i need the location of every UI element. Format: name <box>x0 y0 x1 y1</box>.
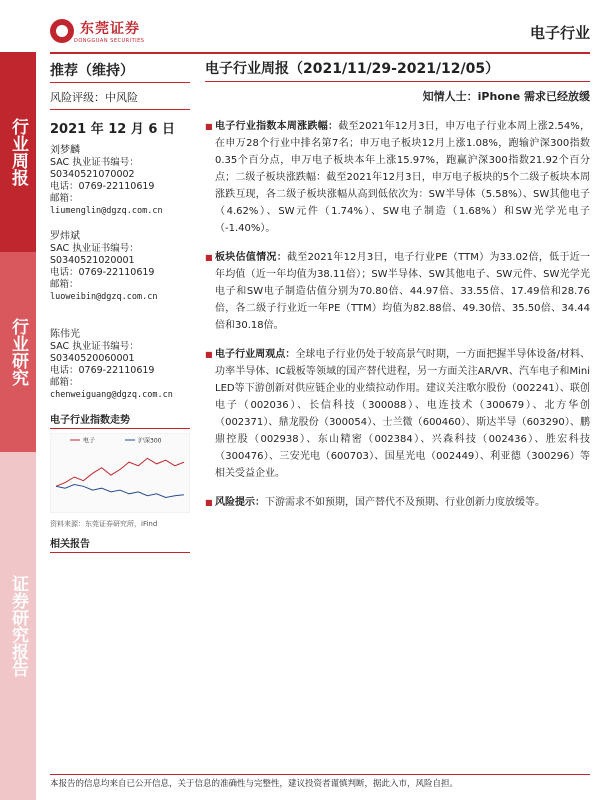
key-point-lead: 风险提示： <box>215 497 265 508</box>
report-date: 2021 年 12 月 6 日 <box>50 122 175 137</box>
analyst-card <box>50 231 190 303</box>
key-point-lead: 电子行业指数本周涨跌幅： <box>215 121 339 132</box>
key-point <box>205 346 590 482</box>
disclaimer-text: 本报告的信息均来自已公开信息，关于信息的准确性与完整性，建议投资者谨慎判断，据此入市，风险自担。 <box>50 779 459 789</box>
analyst-cert-label: SAC 执业证书编号： <box>50 341 139 352</box>
analyst-phone: 电话：0769-22110619 <box>50 181 155 192</box>
left-column <box>50 58 190 553</box>
sidebar-label-research: 行业研究 <box>8 318 28 386</box>
analyst-cert-label: SAC 执业证书编号： <box>50 157 139 168</box>
key-point-text <box>215 249 590 334</box>
left-sidebar <box>0 52 36 800</box>
disclaimer-footer <box>50 774 590 790</box>
rating: 推荐（维持） <box>50 58 190 83</box>
key-point <box>205 249 590 334</box>
key-point-text <box>215 118 590 237</box>
risk-rating: 风险评级：中风险 <box>50 89 190 110</box>
industry-label: 电子行业 <box>529 24 590 42</box>
analyst-cert: S0340521020001 <box>50 255 135 266</box>
analyst-email-label: 邮箱： <box>50 279 79 290</box>
legend-label: 电子 <box>83 437 96 445</box>
logo-subtext: DONGGUAN SECURITIES <box>74 38 145 44</box>
chart-source: 资料来源：东莞证券研究所，iFind <box>50 520 158 528</box>
analyst-email[interactable]: luoweibin@dgzq.com.cn <box>50 292 158 302</box>
sidebar-weekly-report <box>0 52 36 252</box>
analyst-cert: S0340521070002 <box>50 169 135 180</box>
analyst-cert-label: SAC 执业证书编号： <box>50 243 139 254</box>
key-point-lead: 板块估值情况： <box>215 252 287 263</box>
main-content <box>205 58 590 511</box>
sidebar-label-securities: 证券研究报告 <box>8 575 28 677</box>
index-trend-chart <box>50 433 190 513</box>
key-point <box>205 494 590 511</box>
square-bullet-icon: ■ <box>205 498 213 507</box>
analyst-email-label: 邮箱： <box>50 193 79 204</box>
company-logo <box>50 18 144 44</box>
square-bullet-icon: ■ <box>205 350 213 359</box>
chart-title: 电子行业指数走势 <box>50 411 190 429</box>
sidebar-label-weekly: 行业周报 <box>8 118 28 186</box>
logo-icon <box>50 19 74 43</box>
analyst-phone: 电话：0769-22110619 <box>50 267 155 278</box>
key-point <box>205 118 590 237</box>
analyst-email[interactable]: chenweiguang@dgzq.com.cn <box>50 390 173 400</box>
square-bullet-icon: ■ <box>205 253 213 262</box>
key-point-text <box>215 494 590 511</box>
analyst-card <box>50 329 190 401</box>
page-header <box>50 10 590 54</box>
analyst-name: 刘梦麟 <box>50 145 80 156</box>
legend-label: 沪深300 <box>138 437 162 445</box>
report-title: 电子行业周报（2021/11/29-2021/12/05） <box>205 58 590 82</box>
analyst-email-label: 邮箱： <box>50 377 79 388</box>
key-point-text <box>215 346 590 482</box>
logo-text: 东莞证券 <box>80 21 140 37</box>
report-subtitle: 知情人士：iPhone 需求已经放缓 <box>422 90 590 103</box>
analyst-phone: 电话：0769-22110619 <box>50 365 155 376</box>
analyst-name: 罗炜斌 <box>50 231 80 242</box>
key-point-body: 截至2021年12月3日，电子行业PE（TTM）为33.02倍，低于近一年均值（近一年均值为38.11倍）；SW半导体、SW其他电子、SW元件、SW光学光电子和SW电子制造估值分别为70.80倍、44.97倍、33.55倍、17.49倍和28.76倍，各二级子行业近一年PE（TTM）均值为82.88倍、49.30倍、35.50倍、34.44倍和30.18倍。 <box>215 252 591 331</box>
related-reports[interactable]: 相关报告 <box>50 535 190 553</box>
analyst-card <box>50 145 190 217</box>
key-point-body: 下游需求不如预期，国产替代不及预期、行业创新力度放缓等。 <box>265 497 545 508</box>
key-point-lead: 电子行业周观点： <box>215 349 296 360</box>
key-point-body: 全球电子行业仍处于较高景气时期，一方面把握半导体设备/材料、功率半导体、IC载板等领域的国产替代进程，另一方面关注AR/VR、汽车电子和Mini LED等下游创新对供应链企业的业绩拉动作用。建议关注歌尔股份（002241）、联创电子（002036）、长信科技（300088）、电连技术（300679）、北方华创（002371）、鼎龙股份（300054）、士兰微（600460）、斯达半导（603290）、鹏鼎控股（002938）、东山精密（002384）、兴森科技（002436）、胜宏科技（300476）、三安光电（600703）、国星光电（002449）、利亚德（300296）等相关受益企业。 <box>215 349 591 479</box>
square-bullet-icon: ■ <box>205 122 213 131</box>
analyst-email[interactable]: liumenglin@dgzq.com.cn <box>50 206 163 216</box>
sidebar-industry-research <box>0 252 36 452</box>
analyst-name: 陈伟光 <box>50 329 80 340</box>
sidebar-securities-report <box>0 452 36 800</box>
analyst-cert: S0340520060001 <box>50 353 135 364</box>
key-point-body: 截至2021年12月3日，申万电子行业本周上涨2.54%，在申万28个行业中排名第7名；申万电子板块12月上涨1.08%，跑输沪深300指数0.35个百分点，申万电子板块本年上涨15.97%，跑赢沪深300指数21.92个百分点；二级子板块涨跌幅：截至2021年12月3日，申万电子板块的5个二级子板块本周涨跌互现，各二级子板块涨幅从高到低依次为：SW半导体（5.58%）、SW其他电子（4.62%）、SW元件（1.74%）、SW电子制造（1.68%）和SW光学光电子（-1.40%）。 <box>215 121 590 234</box>
